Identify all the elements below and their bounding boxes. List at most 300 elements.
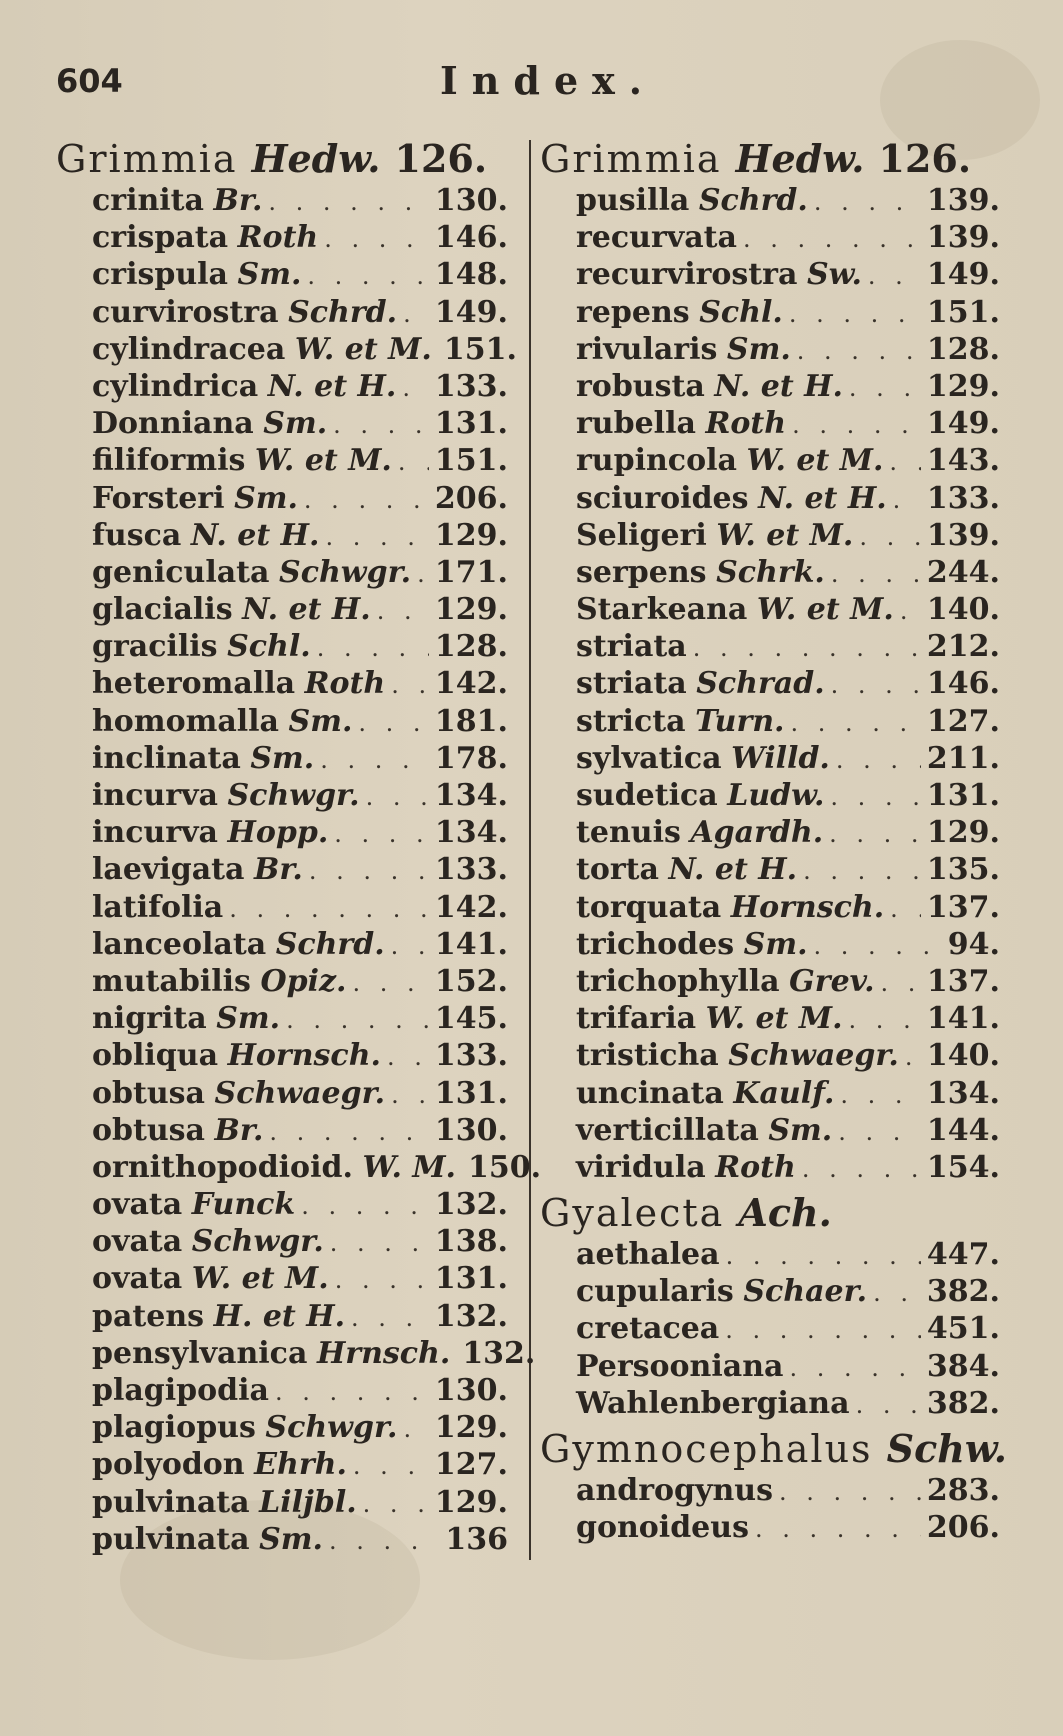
species-name: sciuroides bbox=[576, 480, 749, 516]
index-entry bbox=[56, 480, 508, 517]
species-name: ovata bbox=[92, 1187, 183, 1223]
page-ref: 150. bbox=[468, 1149, 542, 1185]
leader-dots bbox=[403, 1411, 428, 1448]
genus-page: 126. bbox=[878, 136, 972, 181]
genus-name: Grimmia bbox=[540, 137, 722, 181]
page-ref: 131. bbox=[434, 1075, 508, 1111]
index-entry bbox=[540, 182, 1000, 219]
species-name: aethalea bbox=[576, 1237, 720, 1273]
index-entry bbox=[56, 182, 508, 219]
leader-dots bbox=[802, 1151, 921, 1188]
index-entry bbox=[56, 963, 508, 1000]
species-name: crinita bbox=[92, 183, 204, 218]
page-ref: 211. bbox=[926, 740, 1000, 776]
leader-dots bbox=[351, 1300, 429, 1337]
page-ref: 178. bbox=[434, 740, 508, 776]
page-ref: 128. bbox=[434, 629, 508, 665]
running-head: Index. bbox=[440, 58, 657, 103]
leader-dots bbox=[391, 928, 429, 965]
leader-dots bbox=[329, 1523, 439, 1560]
author-abbrev: Schwgr. bbox=[279, 554, 412, 590]
species-name: crispula bbox=[92, 257, 228, 293]
page-ref: 129. bbox=[926, 368, 1000, 404]
page-ref: 283. bbox=[926, 1473, 1000, 1508]
page-ref: 134. bbox=[434, 815, 508, 851]
page-ref: 133. bbox=[434, 1038, 508, 1074]
species-name: inclinata bbox=[92, 740, 241, 776]
index-entry bbox=[540, 777, 1000, 814]
index-entry bbox=[56, 442, 508, 479]
index-entry bbox=[56, 814, 508, 851]
leader-dots bbox=[789, 296, 921, 333]
page-ref: 171. bbox=[434, 554, 508, 590]
species-name: gonoideus bbox=[576, 1510, 749, 1546]
page-ref: 140. bbox=[926, 1038, 1000, 1074]
index-entry bbox=[56, 1298, 508, 1335]
index-entry bbox=[56, 1149, 542, 1186]
species-name: glacialis bbox=[92, 592, 233, 628]
index-entry bbox=[540, 256, 1000, 293]
page-ref: 131. bbox=[434, 406, 508, 442]
species-name: geniculata bbox=[92, 554, 270, 590]
author-abbrev: Hrnsch. bbox=[316, 1335, 451, 1371]
index-entry bbox=[540, 1348, 1000, 1385]
leader-dots bbox=[849, 370, 921, 407]
index-entry bbox=[540, 331, 1000, 368]
index-entry bbox=[540, 665, 1000, 702]
page-ref: 133. bbox=[434, 368, 508, 404]
leader-dots bbox=[402, 370, 429, 407]
index-entry bbox=[56, 1037, 508, 1074]
leader-dots bbox=[324, 221, 429, 258]
genus-heading bbox=[56, 136, 508, 182]
page-ref: 144. bbox=[926, 1112, 1000, 1148]
index-entry bbox=[540, 294, 1000, 331]
page-ref: 133. bbox=[434, 852, 508, 888]
species-name: stricta bbox=[576, 703, 686, 739]
index-entry bbox=[56, 591, 508, 628]
index-entry bbox=[540, 628, 1000, 665]
leader-dots bbox=[889, 444, 921, 481]
index-entry bbox=[56, 1484, 508, 1521]
page-ref: 134. bbox=[434, 778, 508, 813]
species-name: pensylvanica bbox=[92, 1335, 308, 1371]
leader-dots bbox=[286, 1002, 429, 1039]
author-abbrev: Sm. bbox=[234, 480, 298, 516]
leader-dots bbox=[334, 816, 429, 853]
author-abbrev: Sm. bbox=[288, 703, 353, 739]
genus-heading bbox=[540, 1190, 1000, 1236]
leader-dots bbox=[268, 184, 429, 221]
author-abbrev: Sm. bbox=[768, 1112, 833, 1148]
author-abbrev: Schrd. bbox=[698, 183, 808, 218]
leader-dots bbox=[353, 1448, 429, 1485]
species-name: striata bbox=[576, 666, 687, 702]
author-abbrev: Schaer. bbox=[743, 1274, 868, 1310]
species-name: cupularis bbox=[576, 1274, 734, 1310]
index-entry bbox=[56, 1223, 508, 1260]
species-name: striata bbox=[576, 629, 687, 665]
leader-dots bbox=[868, 258, 921, 295]
leader-dots bbox=[881, 965, 921, 1002]
author-abbrev: Sm. bbox=[216, 1001, 281, 1037]
page-ref: 129. bbox=[434, 592, 508, 628]
page-ref: 135. bbox=[926, 852, 1000, 888]
index-entry bbox=[56, 889, 508, 926]
species-name: obtusa bbox=[92, 1075, 205, 1111]
leader-dots bbox=[403, 296, 429, 333]
page-ref: 143. bbox=[926, 443, 1000, 479]
page-ref: 139. bbox=[926, 517, 1000, 553]
index-entry bbox=[56, 554, 508, 591]
index-entry bbox=[56, 665, 508, 702]
species-name: polyodon bbox=[92, 1447, 245, 1483]
page-ref: 134. bbox=[926, 1075, 1000, 1111]
page-ref: 138. bbox=[434, 1224, 508, 1260]
author-abbrev: W. et M. bbox=[294, 331, 432, 367]
leader-dots bbox=[333, 407, 429, 444]
author-abbrev: Sw. bbox=[806, 257, 862, 293]
leader-dots bbox=[330, 1225, 429, 1262]
page-number: 604 bbox=[56, 62, 123, 100]
species-name: verticillata bbox=[576, 1112, 759, 1148]
species-name: nigrita bbox=[92, 1001, 207, 1037]
index-entry bbox=[540, 963, 1000, 1000]
page-ref: 129. bbox=[434, 517, 508, 553]
leader-dots bbox=[317, 630, 429, 667]
leader-dots bbox=[307, 258, 429, 295]
species-name: recurvata bbox=[576, 220, 737, 256]
index-entry bbox=[56, 517, 508, 554]
author-abbrev: H. et H. bbox=[213, 1298, 346, 1334]
leader-dots bbox=[814, 184, 921, 221]
page-ref: 146. bbox=[926, 666, 1000, 702]
leader-dots bbox=[417, 556, 429, 593]
author-abbrev: N. et H. bbox=[190, 517, 320, 553]
species-name: rupincola bbox=[576, 443, 737, 479]
species-name: plagiopus bbox=[92, 1410, 256, 1446]
entry-list bbox=[540, 1236, 1000, 1422]
page-ref: 131. bbox=[434, 1261, 508, 1297]
index-entry bbox=[56, 1186, 508, 1223]
author-abbrev: W. et M. bbox=[746, 443, 884, 479]
page-ref: 128. bbox=[926, 331, 1000, 367]
page-ref: 149. bbox=[926, 406, 1000, 442]
leader-dots bbox=[275, 1374, 429, 1411]
author-abbrev: Br. bbox=[213, 183, 263, 218]
index-entry bbox=[56, 926, 508, 963]
leader-dots bbox=[725, 1312, 921, 1349]
author-abbrev: N. et H. bbox=[714, 368, 843, 404]
author-abbrev: N. et H. bbox=[267, 368, 397, 404]
leader-dots bbox=[829, 816, 921, 853]
leader-dots bbox=[791, 705, 921, 742]
genus-page: 126. bbox=[394, 136, 488, 181]
author-abbrev: Schl. bbox=[227, 629, 311, 665]
species-name: plagipodia bbox=[92, 1373, 269, 1408]
page-ref: 136 bbox=[445, 1521, 508, 1557]
species-name: tenuis bbox=[576, 815, 681, 851]
species-name: torta bbox=[576, 852, 659, 888]
index-entry bbox=[56, 368, 508, 405]
page-ref: 133. bbox=[926, 480, 1000, 516]
author-abbrev: Hornsch. bbox=[227, 1038, 381, 1074]
index-entry bbox=[540, 442, 1000, 479]
species-name: pusilla bbox=[576, 183, 690, 218]
index-entry bbox=[56, 1372, 508, 1409]
species-name: incurva bbox=[92, 778, 218, 813]
leader-dots bbox=[398, 444, 429, 481]
index-entry bbox=[56, 294, 508, 331]
author-abbrev: W. M. bbox=[362, 1149, 456, 1185]
index-entry bbox=[56, 740, 508, 777]
leader-dots bbox=[840, 1077, 921, 1114]
author-abbrev: Roth bbox=[705, 406, 787, 442]
leader-dots bbox=[229, 891, 429, 928]
author-abbrev: Ludw. bbox=[727, 778, 825, 813]
index-entry bbox=[56, 1112, 508, 1149]
leader-dots bbox=[693, 630, 921, 667]
leader-dots bbox=[325, 519, 428, 556]
page-ref: 146. bbox=[434, 220, 508, 256]
index-entry bbox=[540, 889, 1000, 926]
page-ref: 149. bbox=[434, 294, 508, 330]
leader-dots bbox=[363, 1486, 429, 1523]
species-name: gracilis bbox=[92, 629, 218, 665]
right-column bbox=[540, 136, 1007, 1546]
entry-list bbox=[540, 182, 1000, 1186]
author-abbrev: Sm. bbox=[237, 257, 302, 293]
author-abbrev: W. et M. bbox=[254, 443, 392, 479]
author-abbrev: Schwaegr. bbox=[214, 1075, 386, 1111]
page-ref: 94. bbox=[947, 926, 1000, 962]
leader-dots bbox=[797, 333, 921, 370]
index-entry bbox=[540, 1509, 1000, 1546]
page-ref: 142. bbox=[434, 889, 508, 925]
index-entry bbox=[540, 740, 1000, 777]
index-entry bbox=[56, 256, 508, 293]
page-ref: 132. bbox=[434, 1187, 508, 1223]
page-ref: 382. bbox=[926, 1274, 1000, 1310]
index-entry bbox=[540, 1149, 1000, 1186]
species-name: obliqua bbox=[92, 1038, 219, 1074]
author-abbrev: Willd. bbox=[731, 740, 830, 776]
page-ref: 151. bbox=[434, 443, 508, 479]
leader-dots bbox=[726, 1238, 921, 1275]
index-entry bbox=[56, 628, 508, 665]
index-entry bbox=[56, 1521, 508, 1558]
entry-list bbox=[56, 182, 542, 1558]
page-ref: 131. bbox=[926, 778, 1000, 813]
leader-dots bbox=[836, 742, 921, 779]
leader-dots bbox=[391, 667, 429, 704]
author-abbrev: Hornsch. bbox=[730, 889, 885, 925]
index-entry bbox=[56, 1260, 508, 1297]
author-abbrev: W. et M. bbox=[716, 517, 854, 553]
page-ref: 451. bbox=[926, 1311, 1000, 1347]
page-ref: 382. bbox=[926, 1385, 1000, 1421]
species-name: Persooniana bbox=[576, 1348, 784, 1384]
page-ref: 384. bbox=[926, 1348, 1000, 1384]
species-name: viridula bbox=[576, 1149, 706, 1185]
page-ref: 206. bbox=[434, 480, 508, 516]
page-ref: 130. bbox=[434, 1373, 508, 1408]
species-name: laevigata bbox=[92, 852, 245, 888]
species-name: repens bbox=[576, 294, 690, 330]
page-ref: 206. bbox=[926, 1510, 1000, 1546]
author-abbrev: N. et H. bbox=[242, 592, 371, 628]
index-entry bbox=[540, 703, 1000, 740]
author-abbrev: Schwgr. bbox=[227, 778, 360, 813]
species-name: Starkeana bbox=[576, 592, 748, 628]
entry-list bbox=[540, 1472, 1000, 1546]
species-name: trichophylla bbox=[576, 963, 780, 999]
index-entry bbox=[56, 851, 508, 888]
species-name: pulvinata bbox=[92, 1521, 250, 1557]
index-entry bbox=[540, 1273, 1000, 1310]
leader-dots bbox=[831, 556, 921, 593]
leader-dots bbox=[358, 705, 429, 742]
species-name: serpens bbox=[576, 554, 707, 590]
leader-dots bbox=[873, 1275, 921, 1312]
species-name: cylindracea bbox=[92, 331, 286, 367]
species-name: ornithopodioid. bbox=[92, 1149, 353, 1185]
page-ref: 244. bbox=[926, 554, 1000, 590]
genus-name: Gymnocephalus bbox=[540, 1427, 873, 1471]
page-ref: 154. bbox=[926, 1149, 1000, 1185]
species-name: ovata bbox=[92, 1261, 183, 1297]
index-entry bbox=[540, 1385, 1000, 1422]
author-abbrev: Roth bbox=[237, 220, 319, 256]
page-ref: 212. bbox=[926, 629, 1000, 665]
page-ref: 141. bbox=[434, 926, 508, 962]
species-name: tristicha bbox=[576, 1038, 719, 1074]
leader-dots bbox=[831, 667, 921, 704]
species-name: mutabilis bbox=[92, 963, 251, 999]
page-ref: 129. bbox=[434, 1410, 508, 1446]
index-entry bbox=[56, 777, 508, 814]
index-entry bbox=[540, 1000, 1000, 1037]
species-name: Seligeri bbox=[576, 517, 707, 553]
author-abbrev: Opiz. bbox=[260, 963, 347, 999]
index-entry bbox=[540, 219, 1000, 256]
species-name: lanceolata bbox=[92, 926, 267, 962]
author-abbrev: Schrad. bbox=[696, 666, 825, 702]
page-ref: 447. bbox=[926, 1237, 1000, 1273]
species-name: uncinata bbox=[576, 1075, 724, 1111]
leader-dots bbox=[856, 1387, 921, 1424]
index-entry bbox=[540, 1037, 1000, 1074]
page-ref: 141. bbox=[926, 1001, 1000, 1037]
species-name: rubella bbox=[576, 406, 696, 442]
species-name: cretacea bbox=[576, 1311, 720, 1347]
species-name: incurva bbox=[92, 815, 218, 851]
author-abbrev: Schrd. bbox=[275, 926, 385, 962]
species-name: latifolia bbox=[92, 889, 224, 925]
author-abbrev: N. et H. bbox=[668, 852, 798, 888]
index-entry bbox=[540, 926, 1000, 963]
species-name: ovata bbox=[92, 1224, 183, 1260]
page-ref: 139. bbox=[926, 220, 1000, 256]
species-name: Forsteri bbox=[92, 480, 225, 516]
leader-dots bbox=[755, 1511, 921, 1548]
author-abbrev: Schwgr. bbox=[265, 1410, 398, 1446]
index-entry bbox=[540, 1075, 1000, 1112]
index-entry bbox=[540, 368, 1000, 405]
leader-dots bbox=[830, 779, 921, 816]
author-abbrev: Hopp. bbox=[227, 815, 329, 851]
leader-dots bbox=[789, 1350, 920, 1387]
species-name: recurvirostra bbox=[576, 257, 798, 293]
author-abbrev: Sm. bbox=[263, 406, 328, 442]
page-header bbox=[56, 58, 1016, 112]
author-abbrev: W. et M. bbox=[191, 1261, 329, 1297]
species-name: fusca bbox=[92, 517, 182, 553]
author-abbrev: Turn. bbox=[695, 703, 785, 739]
leader-dots bbox=[893, 482, 921, 519]
species-name: trichodes bbox=[576, 926, 735, 962]
page-ref: 132. bbox=[462, 1335, 536, 1371]
species-name: sylvatica bbox=[576, 740, 722, 776]
leader-dots bbox=[352, 965, 428, 1002]
page-ref: 149. bbox=[926, 257, 1000, 293]
leader-dots bbox=[309, 853, 429, 890]
page-ref: 127. bbox=[434, 1447, 508, 1483]
author-abbrev: Sm. bbox=[743, 926, 808, 962]
index-entry bbox=[56, 1335, 536, 1372]
author-abbrev: N. et H. bbox=[758, 480, 887, 516]
index-entry bbox=[540, 405, 1000, 442]
species-name: sudetica bbox=[576, 778, 718, 813]
leader-dots bbox=[377, 593, 429, 630]
leader-dots bbox=[838, 1114, 921, 1151]
index-entry bbox=[56, 1075, 508, 1112]
index-entry bbox=[540, 814, 1000, 851]
species-name: homomalla bbox=[92, 703, 279, 739]
index-entry bbox=[56, 703, 508, 740]
leader-dots bbox=[803, 853, 921, 890]
species-name: pulvinata bbox=[92, 1484, 250, 1520]
leader-dots bbox=[814, 928, 942, 965]
genus-author: Schw. bbox=[886, 1426, 1007, 1471]
index-entry bbox=[540, 591, 1000, 628]
author-abbrev: Ehrh. bbox=[254, 1447, 347, 1483]
species-name: crispata bbox=[92, 220, 229, 256]
index-entry bbox=[540, 1310, 1000, 1347]
author-abbrev: Sm. bbox=[250, 740, 315, 776]
page-ref: 132. bbox=[434, 1298, 508, 1334]
author-abbrev: W. et M. bbox=[705, 1001, 843, 1037]
species-name: cylindrica bbox=[92, 368, 259, 404]
author-abbrev: Sm. bbox=[726, 331, 791, 367]
author-abbrev: Schrk. bbox=[716, 554, 825, 590]
page-ref: 140. bbox=[926, 592, 1000, 628]
leader-dots bbox=[366, 779, 429, 816]
species-name: curvirostra bbox=[92, 294, 279, 330]
page-ref: 148. bbox=[434, 257, 508, 293]
species-name: Wahlenbergiana bbox=[576, 1385, 850, 1421]
author-abbrev: Br. bbox=[214, 1112, 264, 1148]
leader-dots bbox=[743, 221, 921, 258]
genus-heading bbox=[540, 1426, 1007, 1472]
leader-dots bbox=[387, 1039, 429, 1076]
author-abbrev: Schrd. bbox=[288, 294, 398, 330]
index-entry bbox=[56, 331, 517, 368]
index-entry bbox=[540, 1236, 1000, 1273]
page-ref: 152. bbox=[434, 963, 508, 999]
species-name: trifaria bbox=[576, 1001, 697, 1037]
species-name: obtusa bbox=[92, 1112, 205, 1148]
